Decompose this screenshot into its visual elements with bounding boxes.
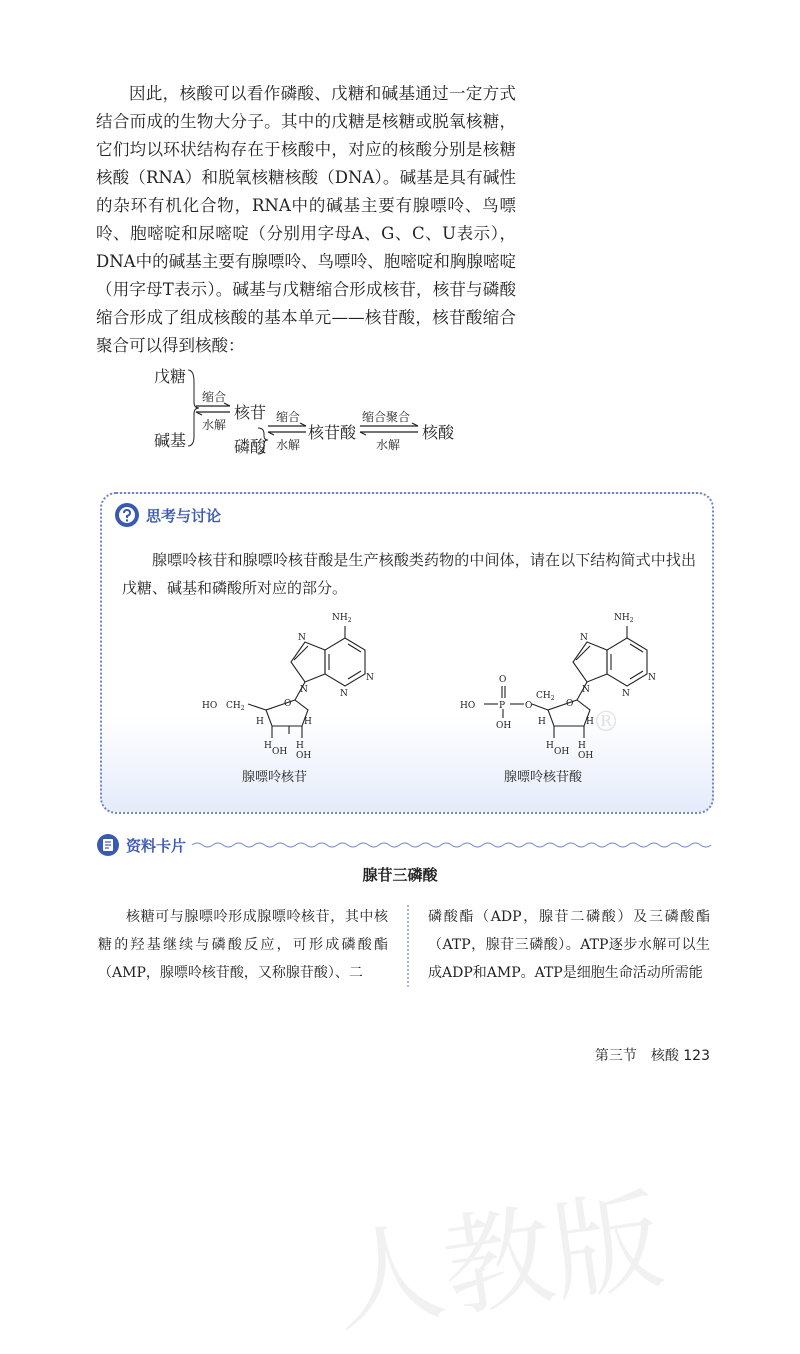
think-text-block — [122, 546, 696, 602]
nucleic-acid-label: 核酸 — [422, 423, 455, 442]
oh-label: OH — [578, 751, 594, 761]
page-footer: 第三节 核酸 123 — [594, 1048, 710, 1064]
left-column-text: 核糖可与腺嘌呤形成腺嘌呤核苷，其中核糖的羟基继续与磷酸反应，可形成磷酸酯（AMP，腺嘌呤核苷酸，又称腺苷酸）、二 — [98, 909, 388, 981]
ho-label: HO — [460, 701, 476, 711]
oh-label: OH — [272, 747, 288, 757]
methylene-label: $CH_2$ — [536, 691, 555, 702]
document-icon — [96, 833, 120, 857]
methylene-label: $CH_2$ — [226, 701, 245, 712]
column-divider — [407, 905, 409, 987]
oh-label: OH — [296, 751, 312, 761]
ring-n-label: N — [582, 685, 590, 695]
intro-paragraph: 因此，核酸可以看作磷酸、戊糖和碱基通过一定方式结合而成的生物大分子。其中的戊糖是核糖或脱氧核糖，它们均以环状结构存在于核酸中，对应的核酸分别是核糖核酸（RNA）和脱氧核糖核酸（DNA）。碱基是具有碱性的杂环有机化合物，RNA中的碱基主要有腺嘌呤、鸟嘌呤、胞嘧啶和尿嘧啶（分别用字母A、G、C、U表示），DNA中的碱基主要有腺嘌呤、鸟嘌呤、胞嘧啶和胸腺嘧啶（用字母T表示）。碱基与戊糖缩合形成核苷，核苷与磷酸缩合形成了组成核酸的基本单元——核苷酸，核苷酸缩合聚合可以得到核酸： — [96, 84, 516, 355]
ring-o-label: O — [284, 699, 292, 709]
registered-mark: ® — [592, 705, 620, 738]
think-question: 腺嘌呤核苷和腺嘌呤核苷酸是生产核酸类药物的中间体，请在以下结构简式中找出戊糖、碱基和磷酸所对应的部分。 — [122, 551, 696, 597]
pentose-label: 戊糖 — [154, 367, 187, 386]
ring-n-label: N — [622, 689, 630, 699]
ring-n-label: N — [298, 633, 306, 643]
think-header — [114, 502, 221, 528]
hydrolysis-label-2: 水解 — [276, 438, 301, 452]
adenosine-structure — [190, 598, 390, 768]
adenylic-acid-structure — [432, 598, 672, 768]
ring-n-label: N — [300, 685, 308, 695]
hydrolysis-label-3: 水解 — [376, 438, 401, 452]
ester-o-label: O — [525, 701, 533, 711]
info-card-title: 资料卡片 — [126, 836, 187, 855]
hydrolysis-label-1: 水解 — [202, 418, 227, 432]
reaction-scheme — [150, 362, 510, 462]
info-card-left-column — [98, 903, 388, 987]
polycondensation-label: 缩合聚合 — [362, 410, 411, 424]
base-label: 碱基 — [154, 431, 187, 450]
ring-n-label: N — [580, 633, 588, 643]
ring-n-label: N — [340, 689, 348, 699]
scheme-arrows — [150, 362, 510, 462]
think-title: 思考与讨论 — [146, 506, 222, 525]
h-label: H — [538, 717, 546, 727]
intro-section — [96, 80, 516, 360]
hydroxyl-label: HO — [202, 701, 218, 711]
h-label: H — [546, 741, 554, 751]
h-label: H — [264, 741, 272, 751]
ring-n-label: N — [648, 673, 656, 683]
h-label: H — [296, 741, 304, 751]
amine-label: $NH_2$ — [614, 613, 634, 624]
right-column-text: 磷酸酯（ADP，腺苷二磷酸）及三磷酸酯（ATP，腺苷三磷酸）。ATP逐步水解可以生成ADP和AMP。ATP是细胞生命活动所需能 — [428, 909, 710, 981]
nucleotide-label: 核苷酸 — [308, 423, 357, 442]
ring-o-label: O — [566, 699, 574, 709]
adenylic-acid-caption: 腺嘌呤核苷酸 — [504, 770, 583, 785]
h-label: H — [256, 717, 264, 727]
phosphoryl-o-label: O — [499, 675, 507, 685]
ring-n-label: N — [366, 673, 374, 683]
phosphate-oh-label: OH — [496, 721, 512, 731]
left-brace — [188, 370, 199, 446]
question-icon — [114, 502, 140, 528]
info-card-subtitle: 腺苷三磷酸 — [362, 866, 438, 884]
h-label: H — [304, 717, 312, 727]
info-card-header — [96, 832, 711, 858]
info-card-right-column — [428, 903, 710, 987]
h-label: H — [578, 741, 586, 751]
phosphate-label: 磷酸 — [234, 437, 267, 456]
wave-divider — [192, 839, 711, 851]
condensation-label-2: 缩合 — [276, 410, 301, 424]
amine-label: $NH_2$ — [332, 613, 352, 624]
oh-label: OH — [554, 747, 570, 757]
h-label: H — [586, 717, 594, 727]
phosphorus-label: P — [499, 701, 506, 711]
adenosine-caption: 腺嘌呤核苷 — [242, 770, 308, 785]
nucleoside-label: 核苷 — [234, 403, 267, 422]
condensation-label-1: 缩合 — [202, 390, 227, 404]
watermark-text: 人教版 — [325, 1175, 671, 1349]
